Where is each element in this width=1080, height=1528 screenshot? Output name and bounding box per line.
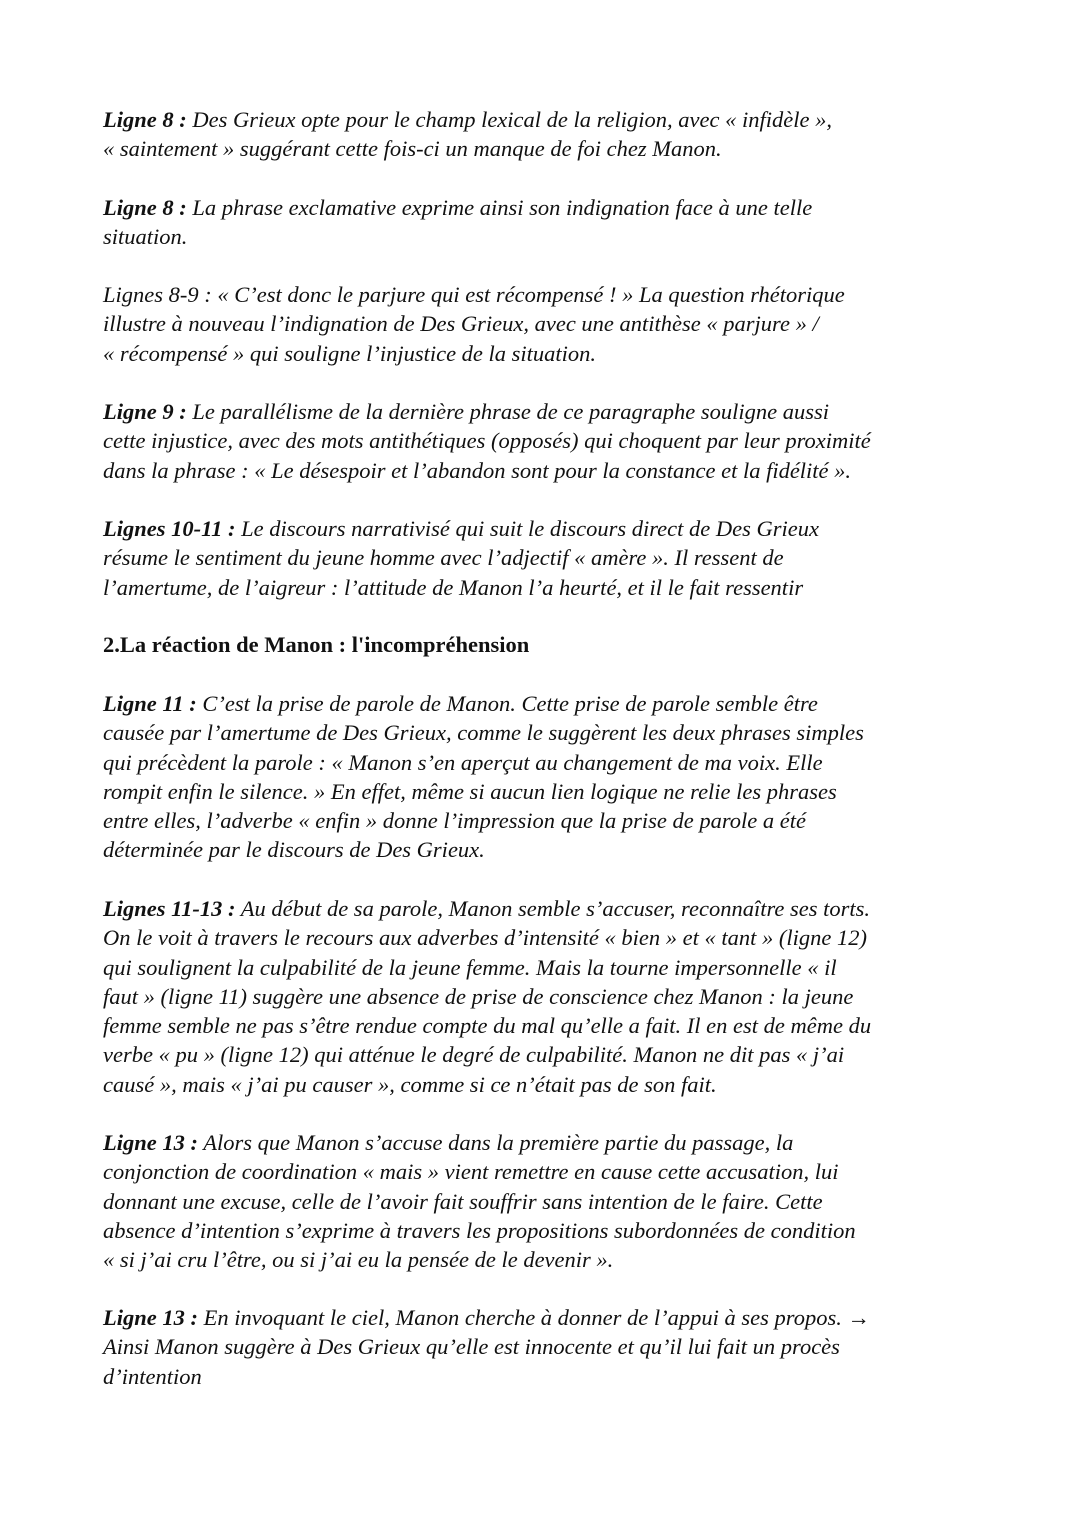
section-heading: 2.La réaction de Manon : l'incompréhension <box>103 632 530 657</box>
paragraph-lignes-10-11: Lignes 10-11 : Le discours narrativisé qui suit le discours direct de Des Grieux résume le sentiment du jeune homme avec l’adjectif « amère ». Il ressent de l’amertume, de l’aigreur : l’attitude de Manon l’a heurté, et il le fait ressentir <box>103 516 819 600</box>
paragraph-lignes-11-13: Lignes 11-13 : Au début de sa parole, Manon semble s’accuser, reconnaître ses torts. On le voit à travers le recours aux adverbes d’intensité « bien » et « tant » (ligne 12) qui soulignent la culpabilité de la jeune femme. Mais la tourne impersonnelle « il faut » (ligne 11) suggère une absence de prise de conscience chez Manon : la jeune femme semble ne pas s’être rendue compte du mal qu’elle a fait. Il en est de même du verbe « pu » (ligne 12) qui atténue le degré de culpabilité. Manon ne dit pas « j’ai causé », mais « j’ai pu causer », comme si ce n’était pas de son fait. <box>103 896 872 1097</box>
paragraph-lignes-8-9: Lignes 8-9 : « C’est donc le parjure qui est récompensé ! » La question rhétorique illustre à nouveau l’indignation de Des Grieux, avec une antithèse « parjure » / « récompensé » qui souligne l’injustice de la situation. <box>103 282 845 366</box>
paragraph-ligne-13-ciel: Ligne 13 : En invoquant le ciel, Manon cherche à donner de l’appui à ses propos. → Ainsi Manon suggère à Des Grieux qu’elle est innocente et qu’il lui fait un procès d’intention <box>103 1305 870 1389</box>
paragraph-ligne-9: Ligne 9 : Le parallélisme de la dernière phrase de ce paragraphe souligne aussi cette injustice, avec des mots antithétiques (opposés) qui choquent par leur proximité dans la phrase : « Le désespoir et l’abandon sont pour la constance et la fidélité ». <box>103 399 871 483</box>
paragraph-ligne-13-mais: Ligne 13 : Alors que Manon s’accuse dans la première partie du passage, la conjonction de coordination « mais » vient remettre en cause cette accusation, lui donnant une excuse, celle de l’avoir fait souffrir sans intention de le faire. Cette absence d’intention s’exprime à travers les propositions subordonnées de condition « si j’ai cru l’être, ou si j’ai eu la pensée de le devenir ». <box>103 1130 856 1273</box>
paragraph-ligne-8: Ligne 8 : Des Grieux opte pour le champ lexical de la religion, avec « infidèle », « saintement » suggérant cette fois-ci un manque de foi chez Manon. <box>103 107 832 162</box>
paragraph-ligne-11: Ligne 11 : C’est la prise de parole de Manon. Cette prise de parole semble être causée par l’amertume de Des Grieux, comme le suggèrent les deux phrases simples qui précèdent la parole : « Manon s’en aperçut au changement de ma voix. Elle rompit enfin le silence. » En effet, même si aucun lien logique ne relie les phrases entre elles, l’adverbe « enfin » donne l’impression que la prise de parole a été déterminée par le discours de Des Grieux. <box>103 691 864 863</box>
paragraph-ligne-8-exclamative: Ligne 8 : La phrase exclamative exprime ainsi son indignation face à une telle situation. <box>103 195 813 250</box>
